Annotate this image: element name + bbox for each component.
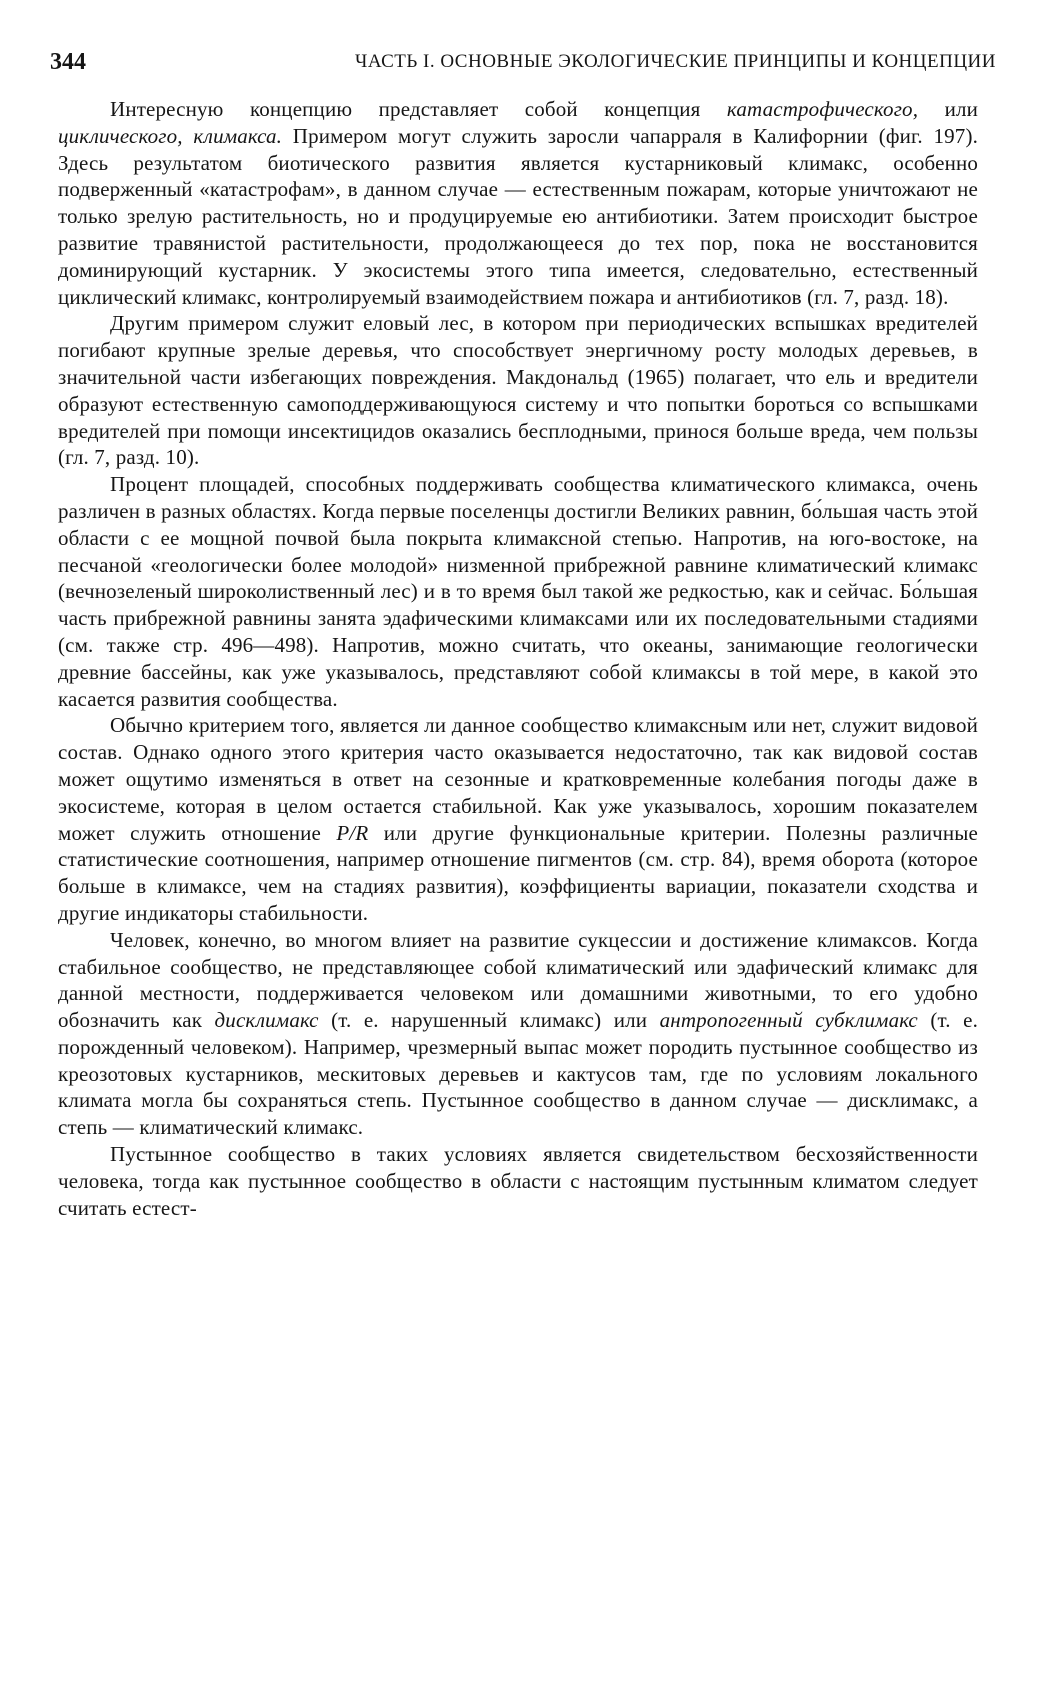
text-run: (т. е. нарушенный климакс) или <box>318 1008 660 1033</box>
body-text <box>58 96 978 1221</box>
paragraph <box>58 712 978 926</box>
text-run: Процент площадей, способных поддерживать сообщества климатического климакса, очень различен в разных областях. Когда первые поселенцы достигли Великих равнин, бо́льшая часть этой области с ее мощной почвой была покрыта климаксной степью. Напротив, на юго-востоке, на песчаной «геологически более молодой» низменной прибрежной равнине климатический климакс (вечнозеленый широколиственный лес) и в то время был такой же редкостью, как и сейчас. Бо́льшая часть прибрежной равнины занята эдафическими климаксами или их последовательными стадиями (см. также стр. 496—498). Напротив, можно считать, что океаны, занимающие геологически древние бассейны, как уже указывалось, представляют собой климаксы в той мере, в какой это касается развития сообщества. <box>58 472 978 711</box>
italic-term: P/R <box>336 820 369 845</box>
italic-term: катастрофического, <box>726 97 919 121</box>
italic-term: циклического, климакса. <box>58 123 283 148</box>
text-run: или другие функциональные критерии. Полезны различные статистические соотношения, например отношение пигментов (см. стр. 84), время оборота (которое больше в климаксе, чем на стадиях развития), коэффициенты вариации, показатели сходства и другие индикаторы стабильности. <box>58 820 978 925</box>
text-run: или <box>918 97 978 121</box>
text-run: Примером могут служить заросли чапарраля в Калифорнии (фиг. 197). Здесь результатом биотического развития является кустарниковый климакс, особенно подверженный «катастрофам», в данном случае — естественным пожарам, которые уничтожают не только зрелую растительность, но и продуцируемые ею антибиотики. Затем происходит быстрое развитие травянистой растительности, продолжающееся до тех пор, пока не восстановится доминирующий кустарник. У экосистемы этого типа имеется, следовательно, естественный циклический климакс, контролируемый взаимодействием пожара и антибиотиков (гл. 7, разд. 18). <box>58 123 978 309</box>
text-run: (т. е. порожденный человеком). Например, чрезмерный выпас может породить пустынное сообщество из креозотовых кустарников, мескитовых деревьев и кактусов там, где по условиям локального климата могла бы сохраняться степь. Пустынное сообщество в данном случае — дисклимакс, а степь — климатический климакс. <box>58 1008 978 1140</box>
paragraph <box>58 471 978 712</box>
text-run: Пустынное сообщество в таких условиях является свидетельством бесхозяйственности человека, тогда как пустынное сообщество в области с настоящим пустынным климатом следует считать естест- <box>58 1142 978 1220</box>
text-run: Обычно критерием того, является ли данное сообщество климаксным или нет, служит видовой состав. Однако одного этого критерия часто оказывается недостаточно, так как видовой состав может ощутимо изменяться в ответ на сезонные и кратковременные колебания погоды даже в экосистеме, которая в целом остается стабильной. Как уже указывалось, хорошим показателем может служить отношение <box>58 713 978 845</box>
page-number: 344 <box>50 49 86 75</box>
text-run: Человек, конечно, во многом влияет на развитие сукцессии и достижение климаксов. Когда стабильное сообщество, не представляющее собой климатический или эдафический климакс для данной местности, поддерживается человеком или домашними животными, то его удобно обозначить как <box>58 927 978 1033</box>
paragraph <box>58 927 978 1141</box>
italic-term: дисклимакс <box>214 1008 319 1033</box>
text-run: Интересную концепцию представляет собой концепция <box>110 97 727 121</box>
paragraph <box>58 310 978 471</box>
italic-term: антропогенный субклимакс <box>659 1008 918 1033</box>
text-run: Другим примером служит еловый лес, в котором при периодических вспышках вредителей погибают крупные зрелые деревья, что способствует энергичному росту молодых деревьев, в значительной части избегающих повреждения. Макдональд (1965) полагает, что ель и вредители образуют естественную самоподдерживающуюся систему и что попытки бороться со вспышками вредителей при помощи инсектицидов оказались бесплодными, принося больше вреда, чем пользы (гл. 7, разд. 10). <box>58 311 978 470</box>
page-header <box>50 46 996 78</box>
paragraph <box>58 1141 978 1221</box>
paragraph <box>58 96 978 310</box>
running-title: ЧАСТЬ I. ОСНОВНЫЕ ЭКОЛОГИЧЕСКИЕ ПРИНЦИПЫ И КОНЦЕПЦИИ <box>354 51 996 72</box>
